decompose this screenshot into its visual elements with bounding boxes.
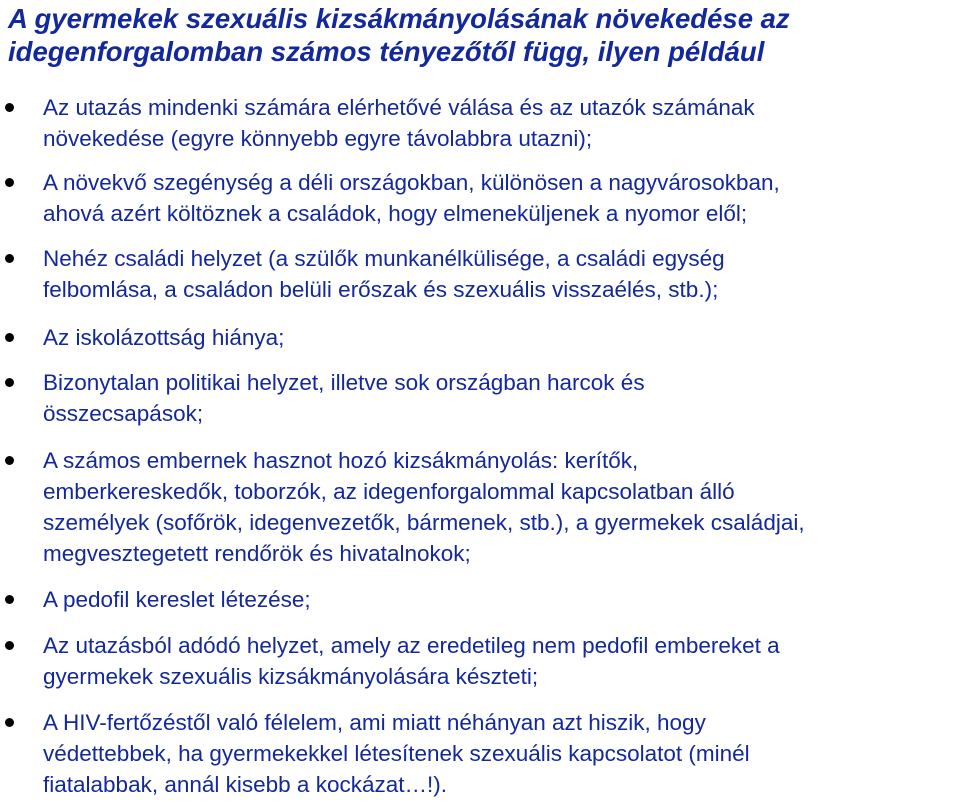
- bullet-line: személyek (sofőrök, idegenvezetők, bármenek, stb.), a gyermekek családjai,: [43, 510, 805, 535]
- bullet-line: Az utazás mindenki számára elérhetővé válása és az utazók számának: [43, 95, 755, 120]
- bullet-text: [43, 584, 957, 615]
- bullet-line: gyermekek szexuális kizsákmányolására készteti;: [43, 664, 539, 689]
- bullet-line: megvesztegetett rendőrök és hivatalnokok;: [43, 541, 471, 566]
- bullet-dot-icon: [5, 333, 14, 342]
- bullet-text: [43, 445, 957, 569]
- bullet-line: ahová azért költöznek a családok, hogy elmeneküljenek a nyomor elől;: [43, 201, 748, 226]
- bullet-line: Az utazásból adódó helyzet, amely az eredetileg nem pedofil embereket a: [43, 633, 780, 658]
- bullet-text: [43, 367, 957, 429]
- bullet-dot-icon: [5, 456, 14, 465]
- bullet-text: [43, 92, 957, 154]
- bullet-line: felbomlása, a családon belüli erőszak és szexuális visszaélés, stb.);: [43, 277, 719, 302]
- bullet-text: [43, 630, 957, 692]
- bullet-line: Az iskolázottság hiánya;: [43, 325, 285, 350]
- bullet-dot-icon: [5, 103, 14, 112]
- bullet-dot-icon: [5, 378, 14, 387]
- bullet-line: Bizonytalan politikai helyzet, illetve sok országban harcok és: [43, 370, 645, 395]
- bullet-text: [43, 322, 957, 353]
- bullet-line: A növekvő szegénység a déli országokban, különösen a nagyvárosokban,: [43, 170, 780, 195]
- bullet-line: A számos embernek hasznot hozó kizsákmányolás: kerítők,: [43, 448, 639, 473]
- bullet-line: emberkereskedők, toborzók, az idegenforgalommal kapcsolatban álló: [43, 479, 735, 504]
- slide-title-line: idegenforgalomban számos tényezőtől függ, ilyen például: [8, 36, 765, 67]
- bullet-line: fiatalabbak, annál kisebb a kockázat…!).: [43, 772, 447, 797]
- bullet-text: [43, 707, 957, 800]
- bullet-dot-icon: [5, 641, 14, 650]
- bullet-dot-icon: [5, 595, 14, 604]
- bullet-text: [43, 243, 957, 305]
- bullet-dot-icon: [5, 178, 14, 187]
- bullet-dot-icon: [5, 718, 14, 727]
- bullet-line: összecsapások;: [43, 401, 204, 426]
- bullet-line: Nehéz családi helyzet (a szülők munkanélkülisége, a családi egység: [43, 246, 725, 271]
- bullet-line: növekedése (egyre könnyebb egyre távolabbra utazni);: [43, 126, 593, 151]
- bullet-line: védettebbek, ha gyermekekkel létesítenek szexuális kapcsolatot (minél: [43, 741, 750, 766]
- bullet-text: [43, 167, 957, 229]
- bullet-line: A HIV-fertőzéstől való félelem, ami miatt néhányan azt hiszik, hogy: [43, 710, 706, 735]
- bullet-dot-icon: [5, 254, 14, 263]
- slide-title-line: A gyermekek szexuális kizsákmányolásának növekedése az: [8, 3, 790, 34]
- bullet-line: A pedofil kereslet létezése;: [43, 587, 311, 612]
